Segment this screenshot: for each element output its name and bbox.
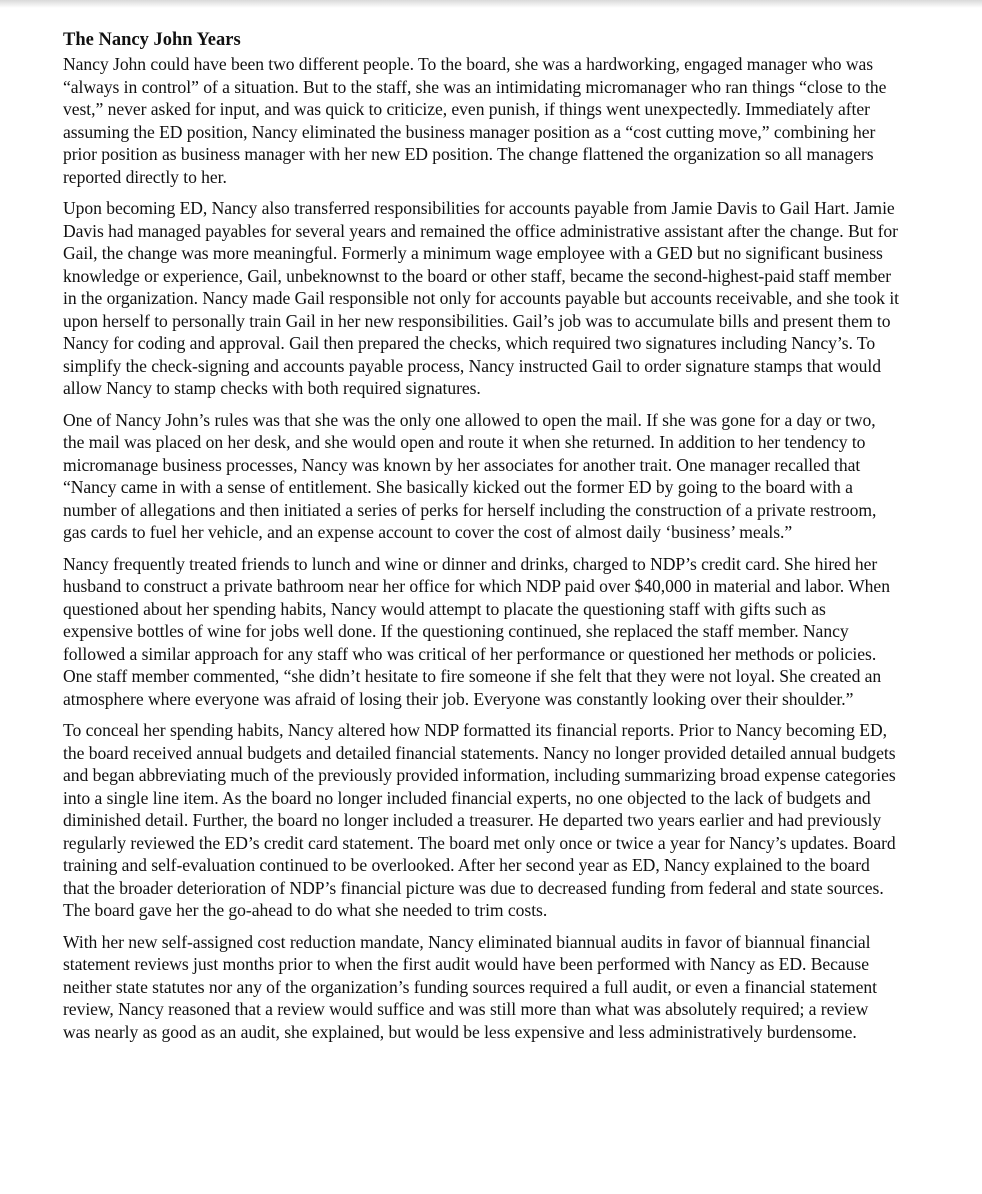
paragraph-2: Upon becoming ED, Nancy also transferred responsibilities for accounts payable from Jamie Davis to Gail Hart. Jamie Davis had managed payables for several years and remained the office administrative assistant after the change. But for Gail, the change was more meaningful. Formerly a minimum wage employee with a GED but no significant business knowledge or experience, Gail, unbeknownst to the board or other staff, became the second-highest-paid staff member in the organization. Nancy made Gail responsible not only for accounts payable but accounts receivable, and she took it upon herself to personally train Gail in her new responsibilities. Gail’s job was to accumulate bills and present them to Nancy for coding and approval. Gail then prepared the checks, which required two signatures including Nancy’s. To simplify the check-signing and accounts payable process, Nancy instructed Gail to order signature stamps that would allow Nancy to stamp checks with both required signatures. <box>63 198 900 398</box>
paragraph-4: Nancy frequently treated friends to lunch and wine or dinner and drinks, charged to NDP’s credit card. She hired her husband to construct a private bathroom near her office for which NDP paid over $40,000 in material and labor. When questioned about her spending habits, Nancy would attempt to placate the questioning staff with gifts such as expensive bottles of wine for jobs well done. If the questioning continued, she replaced the staff member. Nancy followed a similar approach for any staff who was critical of her performance or questioned her methods or policies. One staff member commented, “she didn’t hesitate to fire someone if she felt that they were not loyal. She created an atmosphere where everyone was afraid of losing their job. Everyone was constantly looking over their shoulder.” <box>63 553 890 709</box>
document-page <box>63 29 899 1052</box>
page-top-shadow <box>0 0 982 8</box>
paragraph-1: Nancy John could have been two different people. To the board, she was a hardworking, engaged manager who was “always in control” of a situation. But to the staff, she was an intimidating micromanager who ran things “close to the vest,” never asked for input, and was quick to criticize, even punish, if things went unexpectedly. Immediately after assuming the ED position, Nancy eliminated the business manager position as a “cost cutting move,” combining her prior position as business manager with her new ED position. The change flattened the organization so all managers reported directly to her. <box>63 54 887 187</box>
paragraph-3: One of Nancy John’s rules was that she was the only one allowed to open the mail. If she was gone for a day or two, the mail was placed on her desk, and she would open and route it when she returned. In addition to her tendency to micromanage business processes, Nancy was known by her associates for another trait. One manager recalled that “Nancy came in with a sense of entitlement. She basically kicked out the former ED by going to the board with a number of allegations and then initiated a series of perks for herself including the construction of a private restroom, gas cards to fuel her vehicle, and an expense account to cover the cost of almost daily ‘business’ meals.” <box>63 409 877 542</box>
paragraph-6: With her new self-assigned cost reduction mandate, Nancy eliminated biannual audits in favor of biannual financial statement reviews just months prior to when the first audit would have been performed with Nancy as ED. Because neither state statutes nor any of the organization’s funding sources required a full audit, or even a financial statement review, Nancy reasoned that a review would suffice and was still more than what was absolutely required; a review was nearly as good as an audit, she explained, but would be less expensive and less administratively burdensome. <box>63 931 877 1042</box>
paragraph-5: To conceal her spending habits, Nancy altered how NDP formatted its financial reports. Prior to Nancy becoming ED, the board received annual budgets and detailed financial statements. Nancy no longer provided detailed annual budgets and began abbreviating much of the previously provided information, including summarizing broad expense categories into a single line item. As the board no longer included financial experts, no one objected to the lack of budgets and diminished detail. Further, the board no longer included a treasurer. He departed two years earlier and had previously regularly reviewed the ED’s credit card statement. The board met only once or twice a year for Nancy’s updates. Board training and self-evaluation continued to be overlooked. After her second year as ED, Nancy explained to the board that the broader deterioration of NDP’s financial picture was due to decreased funding from federal and state sources. The board gave her the go-ahead to do what she needed to trim costs. <box>63 720 896 920</box>
section-heading: The Nancy John Years <box>63 30 241 50</box>
